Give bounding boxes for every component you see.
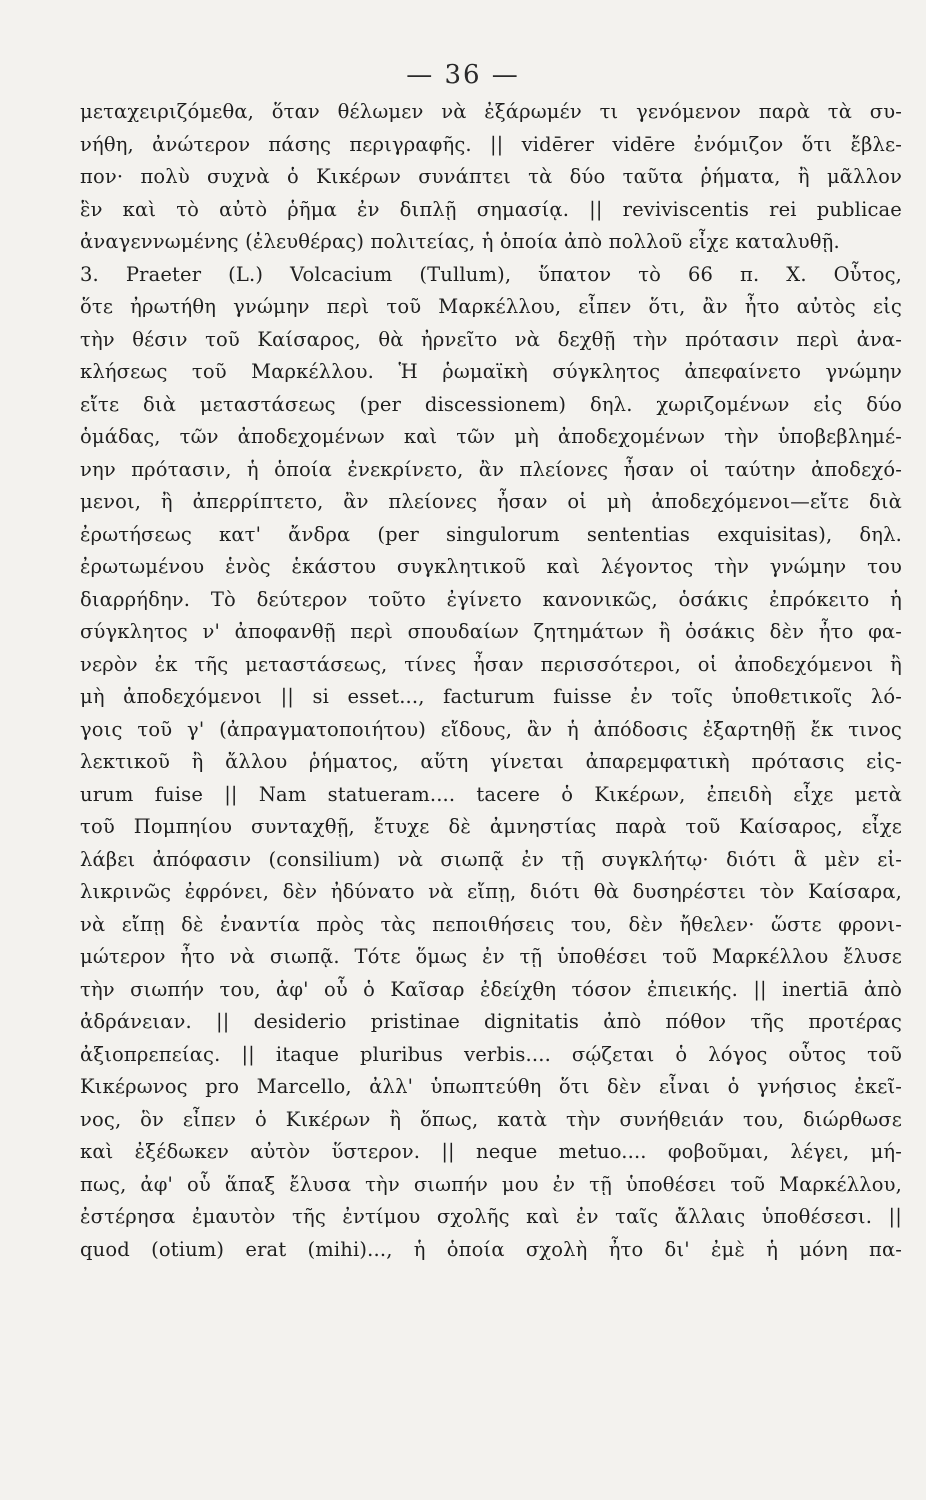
text-line: τοῦ Πομπηίου συνταχθῇ, ἔτυχε δὲ ἀμνηστίας παρὰ τοῦ Καίσαρος, εἶχε (80, 815, 902, 838)
text-line: διαρρήδην. Τὸ δεύτερον τοῦτο ἐγίνετο κανονικῶς, ὁσάκις ἐπρόκειτο ἡ (80, 587, 902, 611)
text-line: ἓν καὶ τὸ αὐτὸ ῥῆμα ἐν διπλῇ σημασίᾳ. || reviviscentis rei publicae (80, 197, 902, 221)
text-line: μεταχειριζόμεθα, ὅταν θέλωμεν νὰ ἐξάρωμέν τι γενόμενον παρὰ τὰ συ- (80, 100, 902, 123)
text-line: μενοι, ἢ ἀπερρίπτετο, ἂν πλείονες ἦσαν οἱ μὴ ἀποδεχόμενοι—εἴτε διὰ (80, 490, 902, 513)
text-line: ἐστέρησα ἐμαυτὸν τῆς ἐντίμου σχολῆς καὶ ἐν ταῖς ἄλλαις ὑποθέσεσι. || (80, 1205, 902, 1228)
text-line: quod (otium) erat (mihi)..., ἡ ὁποία σχολὴ ἦτο δι' ἐμὲ ἡ μόνη πα- (80, 1237, 902, 1261)
text-line: εἴτε διὰ μεταστάσεως (per discessionem) δηλ. χωριζομένων εἰς δύο (80, 392, 902, 416)
text-line: ἀξιοπρεπείας. || itaque pluribus verbis.... σῴζεται ὁ λόγος οὗτος τοῦ (80, 1042, 902, 1066)
text-line: πον· πολὺ συχνὰ ὁ Κικέρων συνάπτει τὰ δύο ταῦτα ῥήματα, ἢ μᾶλλον (80, 165, 902, 188)
text-line: ὁμάδας, τῶν ἀποδεχομένων καὶ τῶν μὴ ἀποδεχομένων τὴν ὑποβεβλημέ- (80, 425, 902, 448)
text-line: σύγκλητος ν' ἀποφανθῇ περὶ σπουδαίων ζητημάτων ἢ ὁσάκις δὲν ἦτο φα- (80, 620, 902, 643)
text-line: μώτερον ἦτο νὰ σιωπᾷ. Τότε ὅμως ἐν τῇ ὑποθέσει τοῦ Μαρκέλλου ἔλυσε (80, 945, 902, 968)
text-line: τὴν θέσιν τοῦ Καίσαρος, θὰ ἠρνεῖτο νὰ δεχθῇ τὴν πρότασιν περὶ ἀνα- (80, 327, 902, 351)
text-line: 3. Praeter (L.) Volcacium (Tullum), ὕπατον τὸ 66 π. Χ. Οὗτος, (80, 262, 902, 286)
text-line: καὶ ἐξέδωκεν αὐτὸν ὕστερον. || neque metuo.... φοβοῦμαι, λέγει, μή- (80, 1140, 902, 1163)
text-line: ὅτε ἠρωτήθη γνώμην περὶ τοῦ Μαρκέλλου, εἶπεν ὅτι, ἂν ἦτο αὐτὸς εἰς (80, 295, 902, 318)
text-line: τὴν σιωπήν του, ἀφ' οὗ ὁ Καῖσαρ ἐδείχθη τόσον ἐπιεικής. || inertiā ἀπὸ (80, 977, 902, 1001)
text-line: νὰ εἴπῃ δὲ ἐναντία πρὸς τὰς πεποιθήσεις του, δὲν ἤθελεν· ὥστε φρονι- (80, 912, 902, 936)
text-line: Κικέρωνος pro Marcello, ἀλλ' ὑπωπτεύθη ὅτι δὲν εἶναι ὁ γνήσιος ἐκεῖ- (80, 1075, 902, 1098)
text-line: πως, ἀφ' οὗ ἅπαξ ἔλυσα τὴν σιωπήν μου ἐν τῇ ὑποθέσει τοῦ Μαρκέλλου, (80, 1172, 902, 1196)
text-line: λικρινῶς ἐφρόνει, δὲν ἠδύνατο νὰ εἴπῃ, διότι θὰ δυσηρέστει τὸν Καίσαρα, (80, 880, 902, 903)
text-line: γοις τοῦ γ' (ἀπραγματοποιήτου) εἴδους, ἂν ἡ ἀπόδοσις ἐξαρτηθῇ ἔκ τινος (80, 717, 902, 741)
body-text (80, 96, 902, 1266)
text-line: λεκτικοῦ ἢ ἄλλου ῥήματος, αὕτη γίνεται ἀπαρεμφατικὴ πρότασις εἰς- (80, 750, 902, 773)
text-line: μὴ ἀποδεχόμενοι || si esset..., facturum fuisse ἐν τοῖς ὑποθετικοῖς λό- (80, 685, 902, 708)
text-line: νήθη, ἀνώτερον πάσης περιγραφῆς. || vidērer vidēre ἐνόμιζον ὅτι ἔβλε- (80, 132, 902, 156)
text-line: κλήσεως τοῦ Μαρκέλλου. Ἡ ῥωμαϊκὴ σύγκλητος ἀπεφαίνετο γνώμην (80, 360, 902, 383)
text-line: λάβει ἀπόφασιν (consilium) νὰ σιωπᾷ ἐν τῇ συγκλήτῳ· διότι ἃ μὲν εἰ- (80, 847, 902, 871)
text-line: urum fuise || Nam statueram.... tacere ὁ Κικέρων, ἐπειδὴ εἶχε μετὰ (80, 782, 902, 806)
text-line: νην πρότασιν, ἡ ὁποία ἐνεκρίνετο, ἂν πλείονες ἦσαν οἱ ταύτην ἀποδεχό- (80, 457, 902, 481)
text-line: ἀναγεννωμένης (ἐλευθέρας) πολιτείας, ἡ ὁποία ἀπὸ πολλοῦ εἶχε καταλυθῇ. (80, 230, 840, 253)
text-line: νος, ὃν εἶπεν ὁ Κικέρων ἢ ὅπως, κατὰ τὴν συνήθειάν του, διώρθωσε (80, 1107, 902, 1131)
text-line: νερὸν ἐκ τῆς μεταστάσεως, τίνες ἦσαν περισσότεροι, οἱ ἀποδεχόμενοι ἢ (80, 652, 902, 676)
page-number: — 36 — (406, 60, 520, 90)
text-line: ἐρωτήσεως κατ' ἄνδρα (per singulorum sententias exquisitas), δηλ. (80, 522, 902, 546)
text-line: ἀδράνειαν. || desiderio pristinae dignitatis ἀπὸ πόθον τῆς προτέρας (80, 1010, 902, 1033)
text-line: ἐρωτωμένου ἑνὸς ἑκάστου συγκλητικοῦ καὶ λέγοντος τὴν γνώμην του (80, 555, 902, 578)
